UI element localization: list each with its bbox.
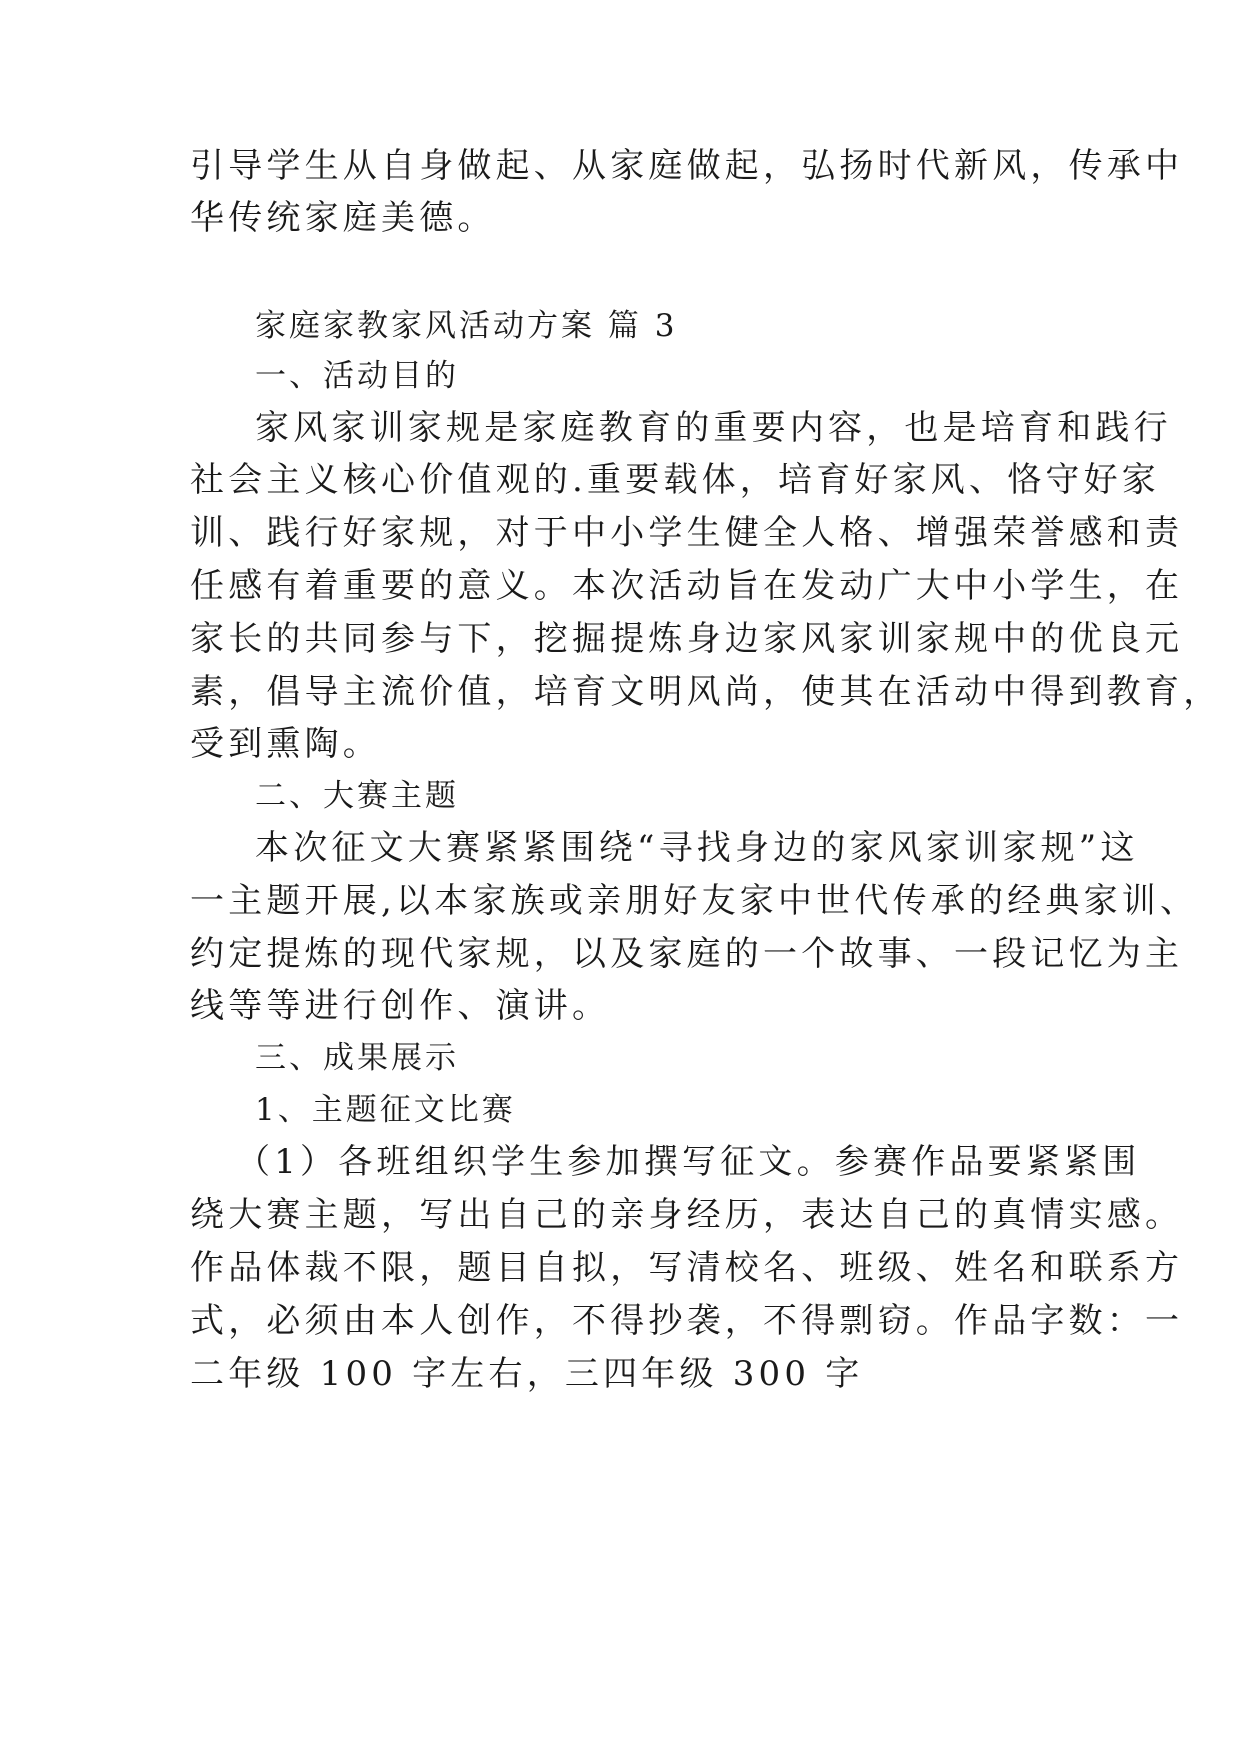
paragraph-line: 受到熏陶。 <box>190 724 381 764</box>
paragraph-line: 家风家训家规是家庭教育的重要内容，也是培育和践行 <box>255 408 1172 448</box>
paragraph-line: 素，倡导主流价值，培育文明风尚，使其在活动中得到教育， <box>190 672 1222 712</box>
section-title: 家庭家教家风活动方案 篇 3 <box>255 308 678 344</box>
paragraph-line: 线等等进行创作、演讲。 <box>190 986 611 1026</box>
paragraph-line: 作品体裁不限，题目自拟，写清校名、班级、姓名和联系方 <box>190 1248 1184 1288</box>
paragraph-line: 训、践行好家规，对于中小学生健全人格、增强荣誉感和责 <box>190 513 1184 553</box>
paragraph-line: 约定提炼的现代家规，以及家庭的一个故事、一段记忆为主 <box>190 934 1184 974</box>
paragraph-line: 绕大赛主题，写出自己的亲身经历，表达自己的真情实感。 <box>190 1195 1184 1235</box>
paragraph-line: 二年级 100 字左右，三四年级 300 字 <box>190 1354 864 1394</box>
paragraph-line: 一主题开展,以本家族或亲朋好友家中世代传承的经典家训、 <box>190 881 1199 921</box>
paragraph-line: 任感有着重要的意义。本次活动旨在发动广大中小学生，在 <box>190 566 1184 606</box>
heading-results-display: 三、成果展示 <box>255 1040 459 1076</box>
paragraph-line: 家长的共同参与下，挖掘提炼身边家风家训家规中的优良元 <box>190 619 1184 659</box>
paragraph-line: 引导学生从自身做起、从家庭做起，弘扬时代新风，传承中 <box>190 146 1184 186</box>
paragraph-line: 本次征文大赛紧紧围绕“寻找身边的家风家训家规”这 <box>255 828 1139 868</box>
paragraph-line: 华传统家庭美德。 <box>190 198 496 238</box>
paragraph-line: 式，必须由本人创作，不得抄袭，不得剽窃。作品字数：一 <box>190 1301 1184 1341</box>
heading-contest-theme: 二、大赛主题 <box>255 778 459 814</box>
heading-activity-purpose: 一、活动目的 <box>255 358 459 394</box>
paragraph-line: 社会主义核心价值观的.重要载体，培育好家风、恪守好家 <box>190 460 1161 500</box>
paragraph-line: （1）各班组织学生参加撰写征文。参赛作品要紧紧围 <box>236 1142 1141 1182</box>
subheading-essay-contest: 1、主题征文比赛 <box>255 1092 516 1128</box>
